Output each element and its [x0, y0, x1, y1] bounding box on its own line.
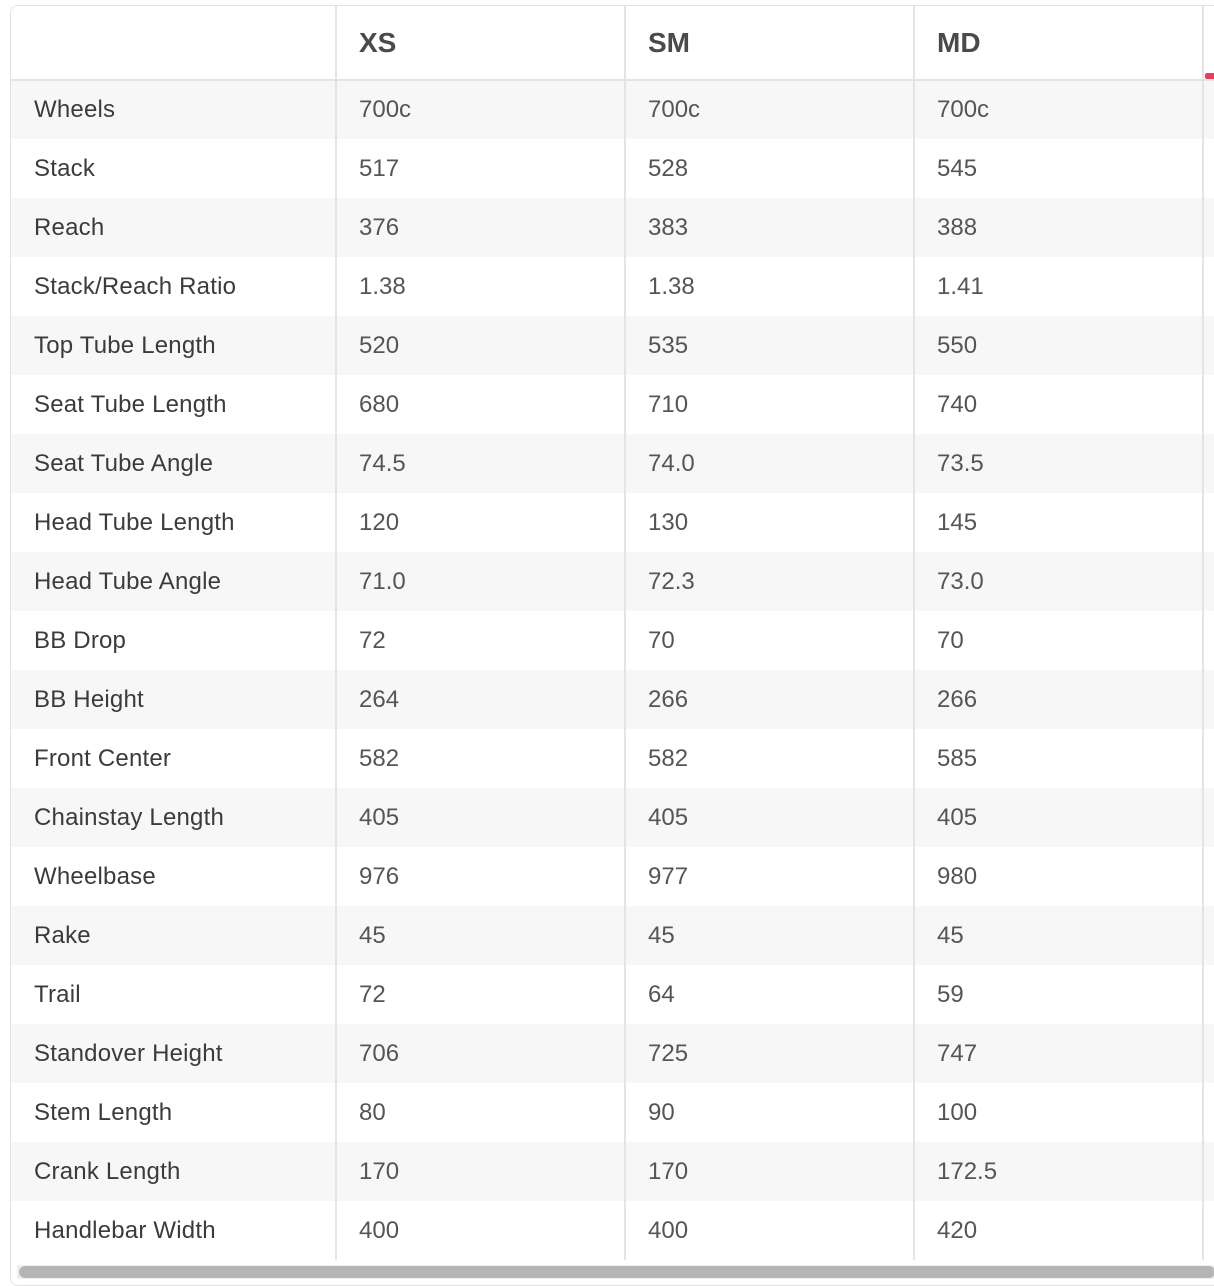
cell-sm: 1.38 — [625, 257, 914, 316]
header-corner-cell — [11, 6, 336, 80]
cell-md: 100 — [914, 1083, 1203, 1142]
row-label: Front Center — [11, 729, 336, 788]
cell-xs: 264 — [336, 670, 625, 729]
cell-sm: 535 — [625, 316, 914, 375]
cell-xs: 517 — [336, 139, 625, 198]
row-label: Standover Height — [11, 1024, 336, 1083]
cell-xs: 72 — [336, 611, 625, 670]
table-row — [11, 375, 1214, 434]
cell-md: 45 — [914, 906, 1203, 965]
scrollbar-thumb[interactable] — [19, 1266, 1214, 1278]
table-row — [11, 1142, 1214, 1201]
cell-xs: 376 — [336, 198, 625, 257]
row-label: BB Height — [11, 670, 336, 729]
cell-md: 747 — [914, 1024, 1203, 1083]
cell-sm: 130 — [625, 493, 914, 552]
row-label: Head Tube Length — [11, 493, 336, 552]
cell-next-clipped — [1203, 729, 1214, 788]
header-size-md: MD — [914, 6, 1203, 80]
row-label: BB Drop — [11, 611, 336, 670]
cell-sm: 582 — [625, 729, 914, 788]
table-row — [11, 847, 1214, 906]
cell-xs: 680 — [336, 375, 625, 434]
cell-md: 172.5 — [914, 1142, 1203, 1201]
table-row — [11, 611, 1214, 670]
table-row — [11, 1024, 1214, 1083]
cell-sm: 700c — [625, 80, 914, 139]
cell-xs: 706 — [336, 1024, 625, 1083]
cell-md: 145 — [914, 493, 1203, 552]
row-label: Head Tube Angle — [11, 552, 336, 611]
row-label: Seat Tube Angle — [11, 434, 336, 493]
table-row — [11, 552, 1214, 611]
cell-next-clipped — [1203, 1142, 1214, 1201]
table-row — [11, 1201, 1214, 1260]
row-label: Stack — [11, 139, 336, 198]
cell-xs: 520 — [336, 316, 625, 375]
row-label: Top Tube Length — [11, 316, 336, 375]
cell-xs: 120 — [336, 493, 625, 552]
horizontal-scrollbar[interactable] — [17, 1265, 1214, 1279]
row-label: Crank Length — [11, 1142, 336, 1201]
row-label: Chainstay Length — [11, 788, 336, 847]
table-row — [11, 257, 1214, 316]
cell-next-clipped — [1203, 552, 1214, 611]
cell-xs: 582 — [336, 729, 625, 788]
geometry-table-container — [10, 5, 1214, 1286]
geometry-table — [11, 6, 1214, 1260]
cell-next-clipped — [1203, 906, 1214, 965]
header-row — [11, 6, 1214, 80]
cell-next-clipped — [1203, 670, 1214, 729]
cell-sm: 383 — [625, 198, 914, 257]
cell-sm: 45 — [625, 906, 914, 965]
header-size-xs: XS — [336, 6, 625, 80]
cell-next-clipped — [1203, 1024, 1214, 1083]
row-label: Reach — [11, 198, 336, 257]
table-row — [11, 493, 1214, 552]
cell-next-clipped — [1203, 965, 1214, 1024]
cell-next-clipped — [1203, 1201, 1214, 1260]
cell-md: 1.41 — [914, 257, 1203, 316]
cell-next-clipped — [1203, 1083, 1214, 1142]
table-row — [11, 316, 1214, 375]
table-row — [11, 788, 1214, 847]
row-label: Handlebar Width — [11, 1201, 336, 1260]
cell-xs: 405 — [336, 788, 625, 847]
row-label: Seat Tube Length — [11, 375, 336, 434]
cell-sm: 528 — [625, 139, 914, 198]
cell-next-clipped — [1203, 611, 1214, 670]
cell-sm: 90 — [625, 1083, 914, 1142]
cell-md: 73.0 — [914, 552, 1203, 611]
cell-xs: 170 — [336, 1142, 625, 1201]
cell-sm: 977 — [625, 847, 914, 906]
row-label: Trail — [11, 965, 336, 1024]
table-row — [11, 434, 1214, 493]
cell-next-clipped — [1203, 198, 1214, 257]
table-body — [11, 80, 1214, 1260]
cell-xs: 400 — [336, 1201, 625, 1260]
cell-md: 405 — [914, 788, 1203, 847]
table-row — [11, 198, 1214, 257]
table-row — [11, 965, 1214, 1024]
cell-md: 550 — [914, 316, 1203, 375]
cell-md: 585 — [914, 729, 1203, 788]
active-column-indicator — [1205, 73, 1214, 79]
cell-next-clipped — [1203, 316, 1214, 375]
cell-md: 388 — [914, 198, 1203, 257]
row-label: Wheelbase — [11, 847, 336, 906]
header-size-next-clipped — [1203, 6, 1214, 80]
header-size-sm: SM — [625, 6, 914, 80]
cell-next-clipped — [1203, 375, 1214, 434]
cell-md: 420 — [914, 1201, 1203, 1260]
cell-xs: 976 — [336, 847, 625, 906]
cell-xs: 45 — [336, 906, 625, 965]
cell-sm: 400 — [625, 1201, 914, 1260]
row-label: Stack/Reach Ratio — [11, 257, 336, 316]
cell-xs: 80 — [336, 1083, 625, 1142]
table-row — [11, 1083, 1214, 1142]
cell-sm: 74.0 — [625, 434, 914, 493]
cell-next-clipped — [1203, 139, 1214, 198]
cell-sm: 405 — [625, 788, 914, 847]
cell-md: 70 — [914, 611, 1203, 670]
cell-xs: 72 — [336, 965, 625, 1024]
table-row — [11, 670, 1214, 729]
table-row — [11, 80, 1214, 139]
cell-xs: 71.0 — [336, 552, 625, 611]
cell-sm: 266 — [625, 670, 914, 729]
row-label: Wheels — [11, 80, 336, 139]
row-label: Stem Length — [11, 1083, 336, 1142]
cell-md: 545 — [914, 139, 1203, 198]
cell-next-clipped — [1203, 434, 1214, 493]
cell-md: 980 — [914, 847, 1203, 906]
cell-sm: 70 — [625, 611, 914, 670]
cell-sm: 725 — [625, 1024, 914, 1083]
table-row — [11, 139, 1214, 198]
cell-md: 740 — [914, 375, 1203, 434]
cell-next-clipped — [1203, 788, 1214, 847]
cell-sm: 170 — [625, 1142, 914, 1201]
cell-md: 266 — [914, 670, 1203, 729]
cell-md: 73.5 — [914, 434, 1203, 493]
cell-sm: 64 — [625, 965, 914, 1024]
cell-next-clipped — [1203, 80, 1214, 139]
cell-next-clipped — [1203, 257, 1214, 316]
cell-md: 700c — [914, 80, 1203, 139]
cell-sm: 710 — [625, 375, 914, 434]
cell-sm: 72.3 — [625, 552, 914, 611]
row-label: Rake — [11, 906, 336, 965]
cell-xs: 74.5 — [336, 434, 625, 493]
cell-next-clipped — [1203, 847, 1214, 906]
cell-xs: 1.38 — [336, 257, 625, 316]
cell-md: 59 — [914, 965, 1203, 1024]
table-row — [11, 729, 1214, 788]
cell-next-clipped — [1203, 493, 1214, 552]
cell-xs: 700c — [336, 80, 625, 139]
table-row — [11, 906, 1214, 965]
